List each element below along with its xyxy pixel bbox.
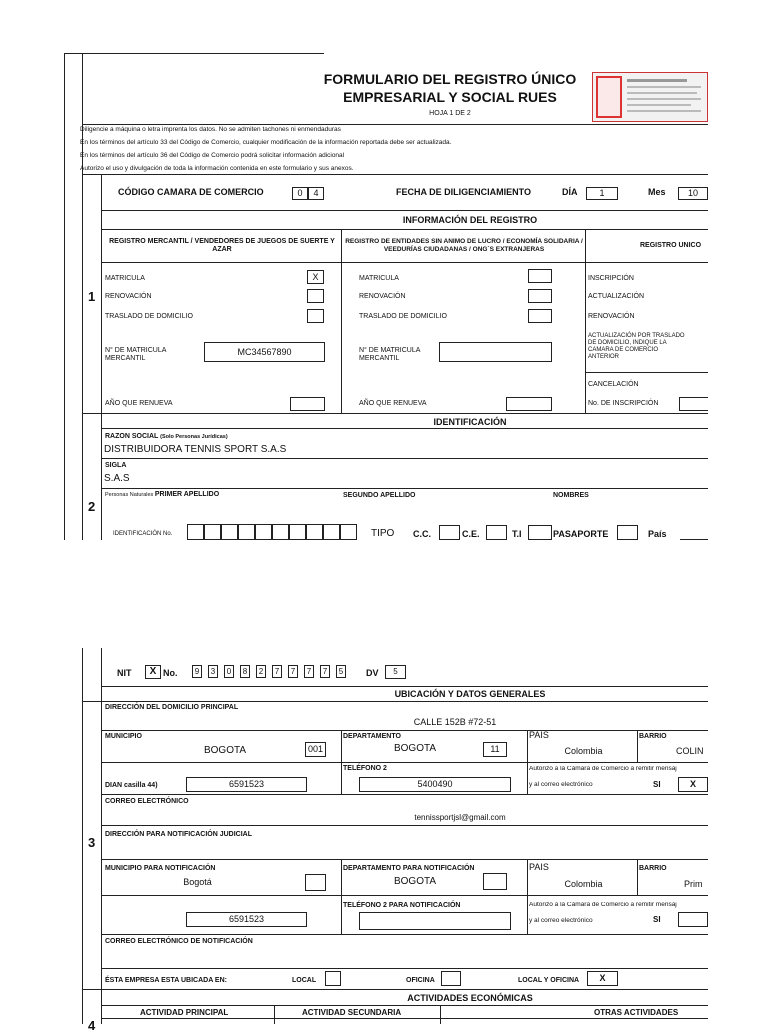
segundo-apellido-label: SEGUNDO APELLIDO [343, 492, 416, 499]
notif-pais-label: PAIS [529, 862, 549, 872]
identificacion-label: IDENTIFICACIÓN No. [113, 531, 173, 537]
identificacion-digit[interactable] [204, 524, 221, 540]
cc-label: C.C. [413, 529, 431, 539]
tel2-label: TELÉFONO 2 [343, 765, 387, 772]
renovacion-label: RENOVACIÓN [105, 293, 152, 300]
col-header-mercantil: REGISTRO MERCANTIL / VENDEDORES DE JUEGOS DE SUERTE Y AZAR [109, 238, 335, 253]
renovacion-label: RENOVACIÓN [359, 293, 406, 300]
renovacion-checkbox[interactable] [307, 289, 324, 303]
num-matricula-label: N° DE MATRICULA [105, 347, 167, 354]
municipio-label: MUNICIPIO [105, 733, 142, 740]
correo-label: CORREO ELECTRÓNICO [105, 798, 189, 805]
sheet-number: HOJA 1 DE 2 [429, 110, 471, 117]
direccion-value[interactable]: CALLE 152B #72-51 [413, 717, 497, 727]
c3-cancelacion-label: CANCELACIÓN [588, 381, 639, 388]
anio-renueva-field[interactable] [290, 397, 325, 411]
sigla-label: SIGLA [105, 462, 127, 469]
municipio-code[interactable]: 001 [305, 742, 326, 757]
c3-traslado-label: ANTERIOR [588, 354, 620, 360]
anio-renueva-label: AÑO QUE RENUEVA [359, 400, 427, 407]
oficina-checkbox[interactable] [441, 971, 461, 986]
pasaporte-checkbox[interactable] [617, 525, 638, 540]
camara-code-label: CÓDIGO CAMARA DE COMERCIO [118, 187, 264, 197]
identificacion-digit[interactable] [289, 524, 306, 540]
pasaporte-label: PASAPORTE [553, 529, 609, 539]
num-matricula-field[interactable]: MC34567890 [204, 342, 325, 362]
sigla-value[interactable]: S.A.S [104, 473, 130, 484]
nombres-label: NOMBRES [553, 492, 589, 499]
section-title: IDENTIFICACIÓN [433, 417, 507, 427]
identificacion-digit[interactable] [323, 524, 340, 540]
form-title-line1: FORMULARIO DEL REGISTRO ÚNICO [323, 71, 577, 87]
notif-si-label: SI [653, 915, 661, 924]
departamento-label: DEPARTAMENTO [343, 733, 401, 740]
correo-value[interactable]: tennissportjsl@gmail.com [414, 813, 506, 822]
identificacion-digit[interactable] [272, 524, 289, 540]
esal-renovacion-checkbox[interactable] [528, 289, 552, 303]
dia-field[interactable]: 1 [586, 187, 618, 200]
ce-label: C.E. [462, 529, 480, 539]
form-title-line2: EMPRESARIAL Y SOCIAL RUES [343, 89, 557, 105]
traslado-checkbox[interactable] [307, 309, 324, 323]
otras-actividades-label: OTRAS ACTIVIDADES [594, 1008, 679, 1017]
notif-barrio-value[interactable]: Prim [684, 879, 703, 889]
nit-digit[interactable]: 3 [208, 665, 218, 678]
instruction-line: Autorizo el uso y divulgación de toda la información contenida en este formulario y sus anexos. [80, 165, 354, 172]
notif-tel1-field[interactable]: 6591523 [186, 912, 307, 927]
notif-pais-value[interactable]: Colombia [564, 879, 603, 889]
instruction-line: En los términos del artículo 36 del Código de Comercio podrá solicitar información adicional [80, 152, 345, 159]
notif-autorizo-text: Autorizo a la Cámara de Comercio a remitir mensaj [529, 902, 677, 908]
notif-depto-value[interactable]: BOGOTA [393, 876, 437, 887]
local-oficina-label: LOCAL Y OFICINA [518, 977, 580, 984]
traslado-label: TRASLADO DE DOMICILIO [105, 313, 193, 320]
tel2-field[interactable]: 5400490 [359, 777, 511, 792]
notif-dir-label: DIRECCIÓN PARA NOTIFICACIÓN JUDICIAL [105, 831, 252, 838]
razon-social-label [105, 433, 228, 441]
mes-field[interactable]: 10 [678, 187, 708, 200]
instruction-line: En los términos del artículo 33 del Código de Comercio, cualquier modificación de la información reportada debe ser actualizada. [80, 139, 452, 146]
direccion-label: DIRECCIÓN DEL DOMICILIO PRINCIPAL [105, 704, 239, 711]
pais-label: PAIS [529, 730, 549, 740]
section-number: 2 [88, 499, 96, 514]
section-number: 4 [88, 1018, 96, 1033]
autorizo-text: y al correo electrónico [529, 781, 593, 788]
esal-matricula-checkbox[interactable] [528, 269, 552, 283]
notif-municipio-code[interactable] [305, 874, 326, 891]
matricula-checkbox[interactable]: X [307, 270, 324, 284]
num-matricula-label: MERCANTIL [105, 355, 146, 362]
nit-digit[interactable]: 8 [240, 665, 250, 678]
local-label: LOCAL [292, 977, 317, 984]
instruction-line: Diligencie a máquina o letra imprenta los datos. No se admiten tachones ni enmendaduras [80, 126, 341, 133]
camara-code-digit[interactable]: 0 [292, 187, 308, 200]
matricula-label: MATRICULA [105, 275, 145, 282]
c3-traslado-label: ACTUALIZACIÓN POR TRASLADO [588, 333, 685, 339]
traslado-label: TRASLADO DE DOMICILIO [359, 313, 447, 320]
nit-digit[interactable]: 7 [272, 665, 282, 678]
primer-apellido-label: PRIMER APELLIDO [154, 491, 220, 498]
barrio-value[interactable]: COLIN [676, 746, 704, 756]
nit-digit[interactable]: 9 [192, 665, 202, 678]
tel1-label: DIAN casilla 44) [105, 782, 158, 789]
notif-municipio-value[interactable]: Bogotá [183, 877, 212, 887]
matricula-label: MATRICULA [359, 275, 399, 282]
razon-social-value[interactable]: DISTRIBUIDORA TENNIS SPORT S.A.S [104, 444, 287, 455]
c3-traslado-label: CAMARA DE COMERCIO [588, 347, 659, 353]
c3-no-inscripcion-field[interactable] [679, 397, 708, 411]
num-matricula-label: N° DE MATRICULA [359, 347, 421, 354]
tel1-field[interactable]: 6591523 [186, 777, 307, 792]
nit-digit[interactable]: 7 [288, 665, 298, 678]
nit-digit[interactable]: 2 [256, 665, 266, 678]
esal-num-matricula-field[interactable] [439, 342, 552, 362]
notif-si-checkbox[interactable] [678, 912, 708, 927]
section-title: UBICACIÓN Y DATOS GENERALES [394, 689, 546, 699]
pais-label: País [648, 529, 667, 539]
identificacion-digit[interactable] [238, 524, 255, 540]
esal-traslado-checkbox[interactable] [528, 309, 552, 323]
notif-tel2-field[interactable] [359, 912, 511, 930]
camara-code-digit[interactable]: 4 [308, 187, 324, 200]
notif-depto-label: DEPARTAMENTO PARA NOTIFICACIÓN [343, 865, 475, 872]
dv-label: DV [366, 668, 379, 678]
si-label: SI [653, 780, 661, 789]
c3-inscripcion-label: INSCRIPCIÓN [588, 275, 634, 282]
cc-checkbox[interactable] [439, 525, 460, 540]
razon-social-note: (Solo Personas Jurídicas) [160, 434, 228, 440]
nit-digit[interactable]: 5 [336, 665, 346, 678]
identificacion-digit[interactable] [221, 524, 238, 540]
nit-digit[interactable]: 7 [304, 665, 314, 678]
identificacion-digit[interactable] [187, 524, 204, 540]
municipio-value[interactable]: BOGOTA [203, 745, 247, 756]
nit-checkbox[interactable]: X [145, 665, 161, 679]
personas-naturales-label [105, 491, 219, 499]
local-oficina-checkbox[interactable]: X [587, 971, 618, 986]
notif-municipio-label: MUNICIPIO PARA NOTIFICACIÓN [105, 865, 216, 872]
oficina-label: OFICINA [406, 977, 435, 984]
actividad-secundaria-label: ACTIVIDAD SECUNDARIA [302, 1008, 402, 1017]
section-number: 3 [88, 835, 96, 850]
notif-correo-label: CORREO ELECTRÓNICO DE NOTIFICACIÓN [105, 938, 253, 945]
mes-label: Mes [648, 187, 666, 197]
identificacion-digit[interactable] [306, 524, 323, 540]
tipo-label: TIPO [371, 528, 395, 539]
anio-renueva-label: AÑO QUE RENUEVA [105, 400, 173, 407]
esal-anio-renueva-field[interactable] [506, 397, 552, 411]
ubicada-label: ÉSTA EMPRESA ESTA UBICADA EN: [105, 977, 227, 984]
nit-digit[interactable]: 0 [224, 665, 234, 678]
col-header-esal: REGISTRO DE ENTIDADES SIN ANIMO DE LUCRO / ECONOMÍA SOLIDARIA / VEEDURÍAS CIUDADANAS / ONG´S EXTRANJERAS [345, 238, 583, 253]
num-matricula-label: MERCANTIL [359, 355, 400, 362]
departamento-value[interactable]: BOGOTA [393, 743, 437, 754]
ce-checkbox[interactable] [486, 525, 507, 540]
form-thumbnail-image [592, 72, 708, 122]
pais-value[interactable]: Colombia [564, 746, 603, 756]
section-title: ACTIVIDADES ECONÓMICAS [407, 993, 533, 1003]
c3-no-inscripcion-label: No. DE INSCRIPCIÓN [588, 400, 659, 407]
personas-naturales-text: Personas Naturales [105, 492, 154, 498]
c3-actualizacion-label: ACTUALIZACIÓN [588, 293, 645, 300]
section-number: 1 [88, 289, 96, 304]
c3-traslado-label: DE DOMICILIO, INDIQUE LA [588, 340, 667, 346]
identificacion-digit[interactable] [340, 524, 357, 540]
local-checkbox[interactable] [325, 971, 341, 986]
nit-label: NIT [117, 668, 132, 678]
autorizo-text: Autorizo a la Cámara de Comercio a remitir mensaj [529, 766, 677, 772]
fecha-label: FECHA DE DILIGENCIAMIENTO [396, 187, 532, 197]
col-header-unico: REGISTRO UNICO [640, 242, 702, 249]
ti-label: T.I [512, 529, 522, 539]
ti-checkbox[interactable] [528, 525, 552, 540]
c3-renovacion-label: RENOVACIÓN [588, 313, 635, 320]
notif-tel2-label: TELÉFONO 2 PARA NOTIFICACIÓN [343, 902, 461, 909]
nit-no-label: No. [163, 668, 178, 678]
departamento-code[interactable]: 11 [483, 742, 507, 757]
nit-digit[interactable]: 7 [320, 665, 330, 678]
dv-field[interactable]: 5 [385, 665, 406, 679]
notif-autorizo-text: y al correo electrónico [529, 917, 593, 924]
notif-depto-code[interactable] [483, 873, 507, 890]
section-title: INFORMACIÓN DEL REGISTRO [402, 215, 538, 225]
dia-label: DÍA [562, 187, 578, 197]
identificacion-digit[interactable] [255, 524, 272, 540]
actividad-principal-label: ACTIVIDAD PRINCIPAL [140, 1008, 229, 1017]
razon-social-label-text: RAZON SOCIAL [105, 433, 159, 440]
si-checkbox[interactable]: X [678, 777, 708, 792]
barrio-label: BARRIO [639, 733, 667, 740]
notif-barrio-label: BARRIO [639, 865, 667, 872]
